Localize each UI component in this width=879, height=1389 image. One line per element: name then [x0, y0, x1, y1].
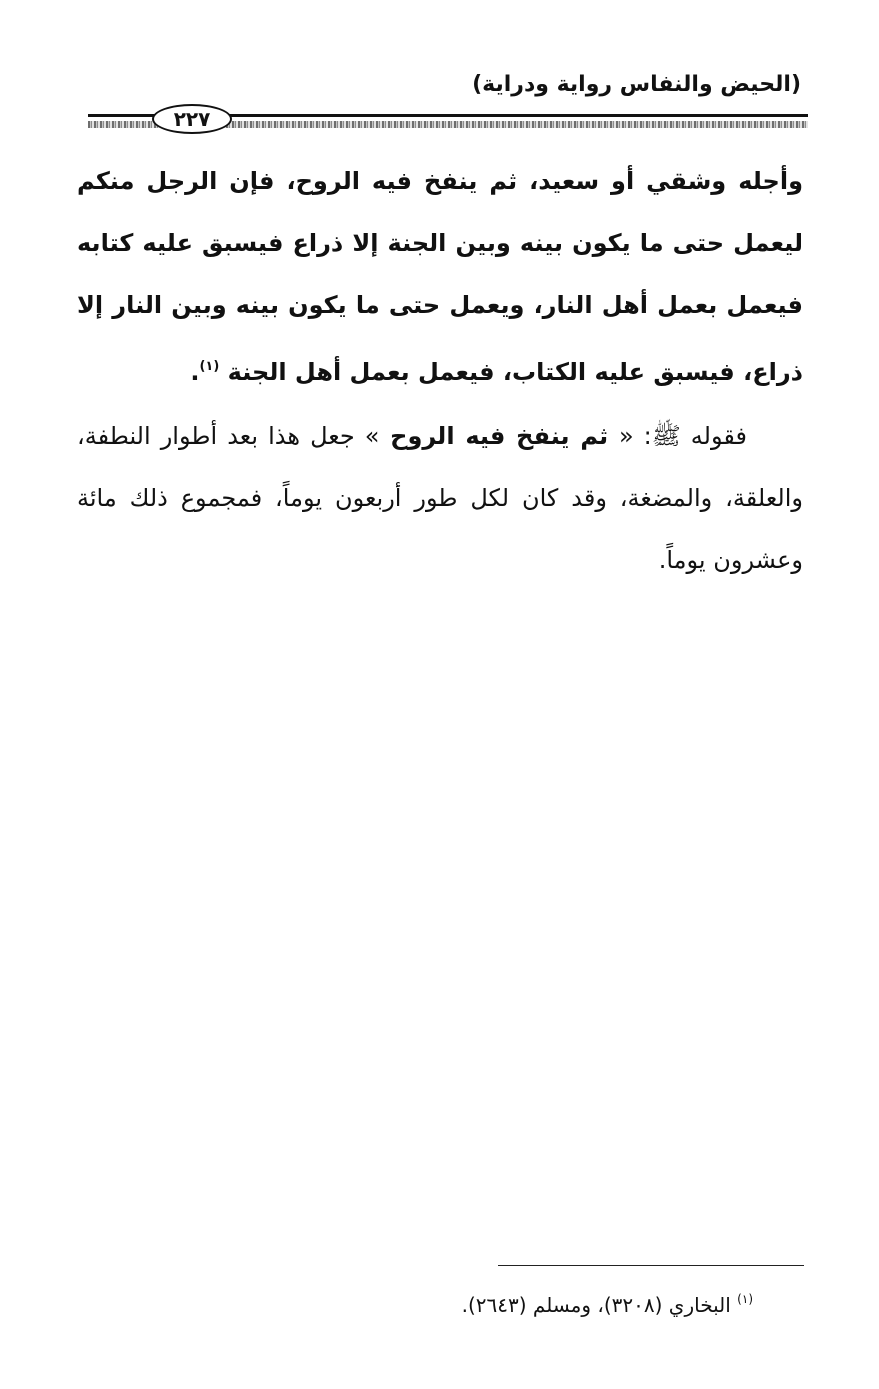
paragraph-1-text: وأجله وشقي أو سعيد، ثم ينفخ فيه الروح، فإن الرجل منكم ليعمل حتى ما يكون بينه وبين الجنة إلا ذراع فيسبق عليه كتابه فيعمل بعمل أهل النار، ويعمل حتى ما يكون بينه وبين النار إلا ذراع، فيسبق عليه الكتاب، فيعمل بعمل أهل الجنة	[77, 167, 803, 386]
footnote-reference: (١)	[199, 359, 220, 374]
paragraph-2	[77, 405, 803, 591]
main-text	[77, 150, 803, 591]
page-number: ٢٢٧	[152, 104, 232, 134]
footnote-1	[462, 1292, 753, 1317]
footnote-separator	[498, 1265, 804, 1266]
paragraph-2-quote: ثم ينفخ فيه الروح	[379, 422, 619, 450]
running-title: (الحيض والنفاس رواية ودراية)	[472, 72, 801, 97]
paragraph-2-rest: » جعل هذا بعد أطوار النطفة، والعلقة، والمضغة، وقد كان لكل طور أربعون يوماً، فمجموع ذلك مائة وعشرون يوماً.	[77, 422, 803, 574]
paragraph-2-lead: فقوله ﷺ: «	[618, 422, 747, 450]
paragraph-1-end: .	[190, 358, 200, 386]
paragraph-1	[77, 150, 803, 403]
header-rule	[88, 104, 808, 134]
footnote-text: البخاري (٣٢٠٨)، ومسلم (٢٦٤٣).	[461, 1293, 738, 1317]
footnote-marker: (١)	[737, 1292, 753, 1306]
